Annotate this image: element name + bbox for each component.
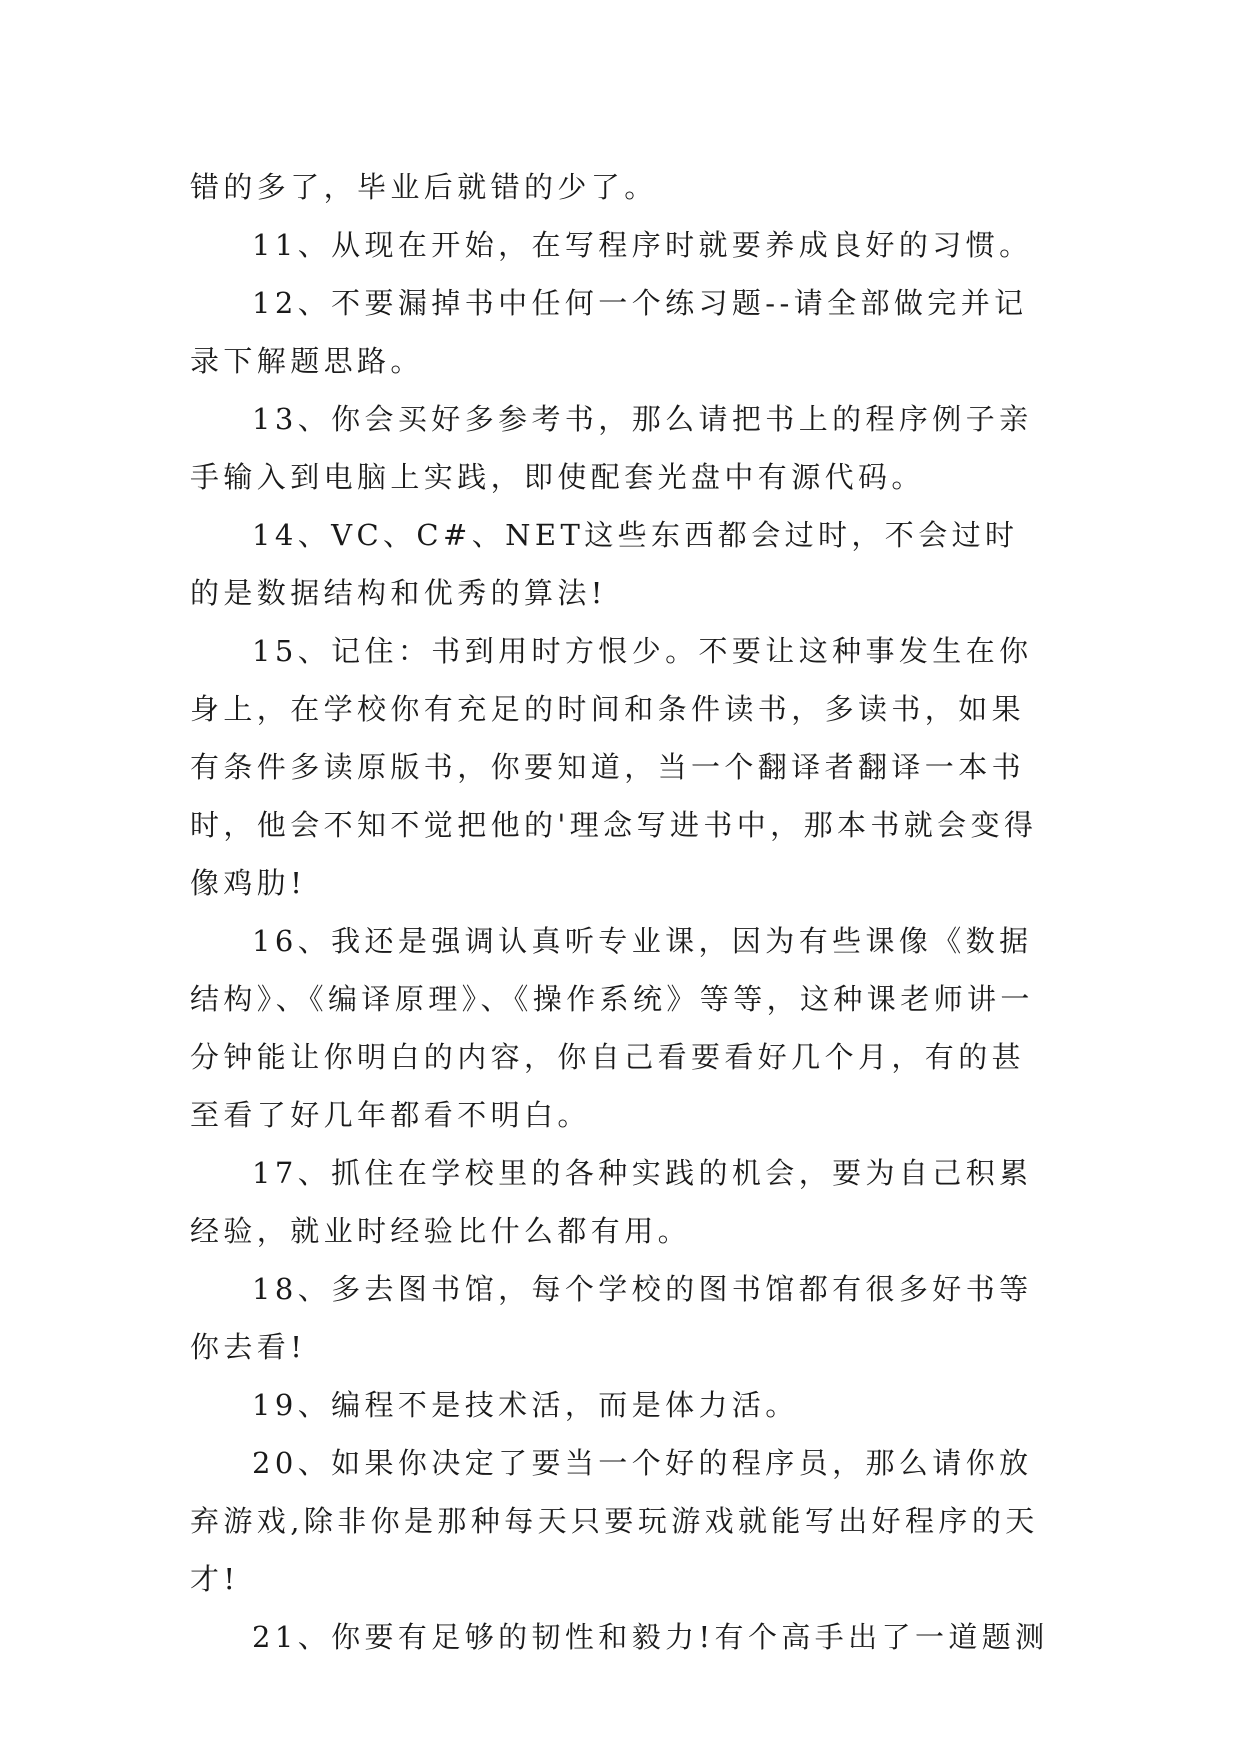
paragraph-item-21: 21、你要有足够的韧性和毅力!有个高手出了一道题测 (252, 1620, 1049, 1654)
paragraph-item-17: 17、抓住在学校里的各种实践的机会，要为自己积累经验，就业时经验比什么都有用。 (190, 1156, 1033, 1248)
paragraph-continuation: 错的多了，毕业后就错的少了。 (190, 170, 658, 204)
paragraph-item-16: 16、我还是强调认真听专业课，因为有些课像《数据结构》、《编译原理》、《操作系统》等等，这种课老师讲一分钟能让你明白的内容，你自己看要看好几个月，有的甚至看了好几年都看不明白。 (190, 924, 1034, 1132)
paragraph-item-18: 18、多去图书馆，每个学校的图书馆都有很多好书等你去看! (190, 1272, 1033, 1364)
paragraph-item-19: 19、编程不是技术活，而是体力活。 (252, 1388, 799, 1422)
paragraph-item-11: 11、从现在开始，在写程序时就要养成良好的习惯。 (252, 228, 1033, 262)
paragraph-item-15: 15、记住：书到用时方恨少。不要让这种事发生在你身上，在学校你有充足的时间和条件读书，多读书，如果有条件多读原版书，你要知道，当一个翻译者翻译一本书时，他会不知不觉把他的'理念写进书中，那本书就会变得像鸡肋! (190, 634, 1038, 900)
paragraph-item-14: 14、VC、C#、NET这些东西都会过时，不会过时的是数据结构和优秀的算法! (190, 518, 1019, 610)
document-body (190, 158, 1050, 1666)
paragraph-item-12: 12、不要漏掉书中任何一个练习题--请全部做完并记录下解题思路。 (190, 286, 1028, 378)
paragraph-item-13: 13、你会买好多参考书，那么请把书上的程序例子亲手输入到电脑上实践，即使配套光盘中有源代码。 (190, 402, 1033, 494)
paragraph-item-20: 20、如果你决定了要当一个好的程序员，那么请你放弃游戏,除非你是那种每天只要玩游戏就能写出好程序的天才! (190, 1446, 1039, 1596)
